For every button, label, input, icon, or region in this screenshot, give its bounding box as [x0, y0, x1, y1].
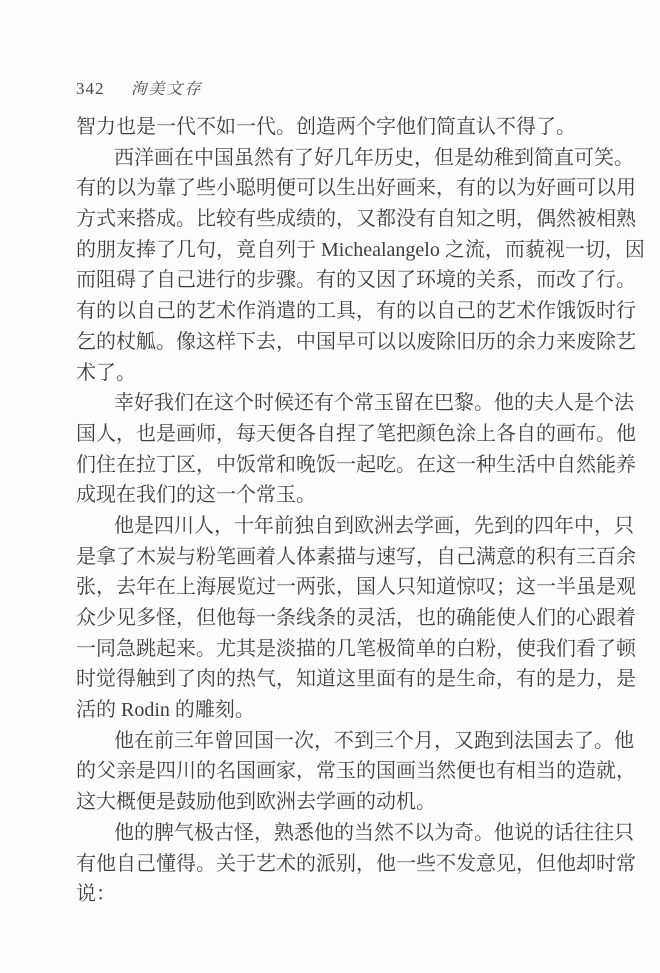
text-line: 而阻碍了自己进行的步骤。有的又因了环境的关系，而改了行。 — [76, 269, 636, 292]
text-line: 有的以为靠了些小聪明便可以生出好画来，有的以为好画可以用 — [76, 177, 636, 200]
page-header — [76, 76, 203, 99]
text-line: 术了。 — [76, 361, 136, 384]
body-text — [76, 112, 645, 910]
text-line: 西洋画在中国虽然有了好几年历史，但是幼稚到简直可笑。 — [114, 146, 634, 169]
text-line: 有的以自己的艺术作消遣的工具，有的以自己的艺术作饿饭时行 — [76, 300, 636, 323]
text-line: 活的 Rodin 的雕刻。 — [76, 699, 255, 722]
text-line: 乞的杖觚。像这样下去，中国早可以以废除旧历的余力来废除艺 — [76, 330, 636, 353]
text-line: 方式来搭成。比较有些成绩的，又都没有自知之明，偶然被相熟 — [76, 208, 636, 231]
text-line: 国人，也是画师，每天便各自捏了笔把颜色涂上各自的画布。他 — [76, 422, 636, 445]
text-line: 说： — [76, 883, 116, 906]
book-title: 洵美文存 — [130, 81, 203, 98]
text-line: 他在前三年曾回国一次，不到三个月，又跑到法国去了。他 — [114, 729, 634, 752]
text-line: 的朋友捧了几句，竟自列于 Michealangelo 之流，而藐视一切，因 — [76, 238, 645, 261]
text-line: 他的脾气极古怪，熟悉他的当然不以为奇。他说的话往往只 — [114, 821, 634, 844]
text-line: 有他自己懂得。关于艺术的派别，他一些不发意见，但他却时常 — [76, 852, 636, 875]
text-line: 众少见多怪，但他每一条线条的灵活，也的确能使人们的心跟着 — [76, 607, 636, 629]
text-line: 一同急跳起来。尤其是淡描的几笔极简单的白粉，使我们看了顿 — [76, 637, 636, 660]
text-line: 这大概便是鼓励他到欧洲去学画的动机。 — [76, 791, 436, 814]
text-line: 们住在拉丁区，中饭常和晚饭一起吃。在这一种生活中自然能养 — [76, 453, 636, 476]
text-line: 幸好我们在这个时候还有个常玉留在巴黎。他的夫人是个法 — [114, 392, 634, 415]
text-line: 他是四川人，十年前独自到欧洲去学画，先到的四年中，只 — [114, 514, 634, 537]
page-number: 342 — [76, 79, 105, 98]
text-line: 是拿了木炭与粉笔画着人体素描与速写，自己满意的积有三百余 — [76, 545, 636, 568]
text-line: 时觉得触到了肉的热气，知道这里面有的是生命，有的是力，是 — [76, 668, 636, 691]
text-line: 张，去年在上海展览过一两张，国人只知道惊叹；这一半虽是观 — [76, 576, 636, 599]
text-line: 的父亲是四川的名国画家，常玉的国画当然便也有相当的造就， — [76, 760, 636, 783]
text-line: 智力也是一代不如一代。创造两个字他们简直认不得了。 — [76, 116, 576, 138]
text-line: 成现在我们的这一个常玉。 — [76, 484, 316, 507]
